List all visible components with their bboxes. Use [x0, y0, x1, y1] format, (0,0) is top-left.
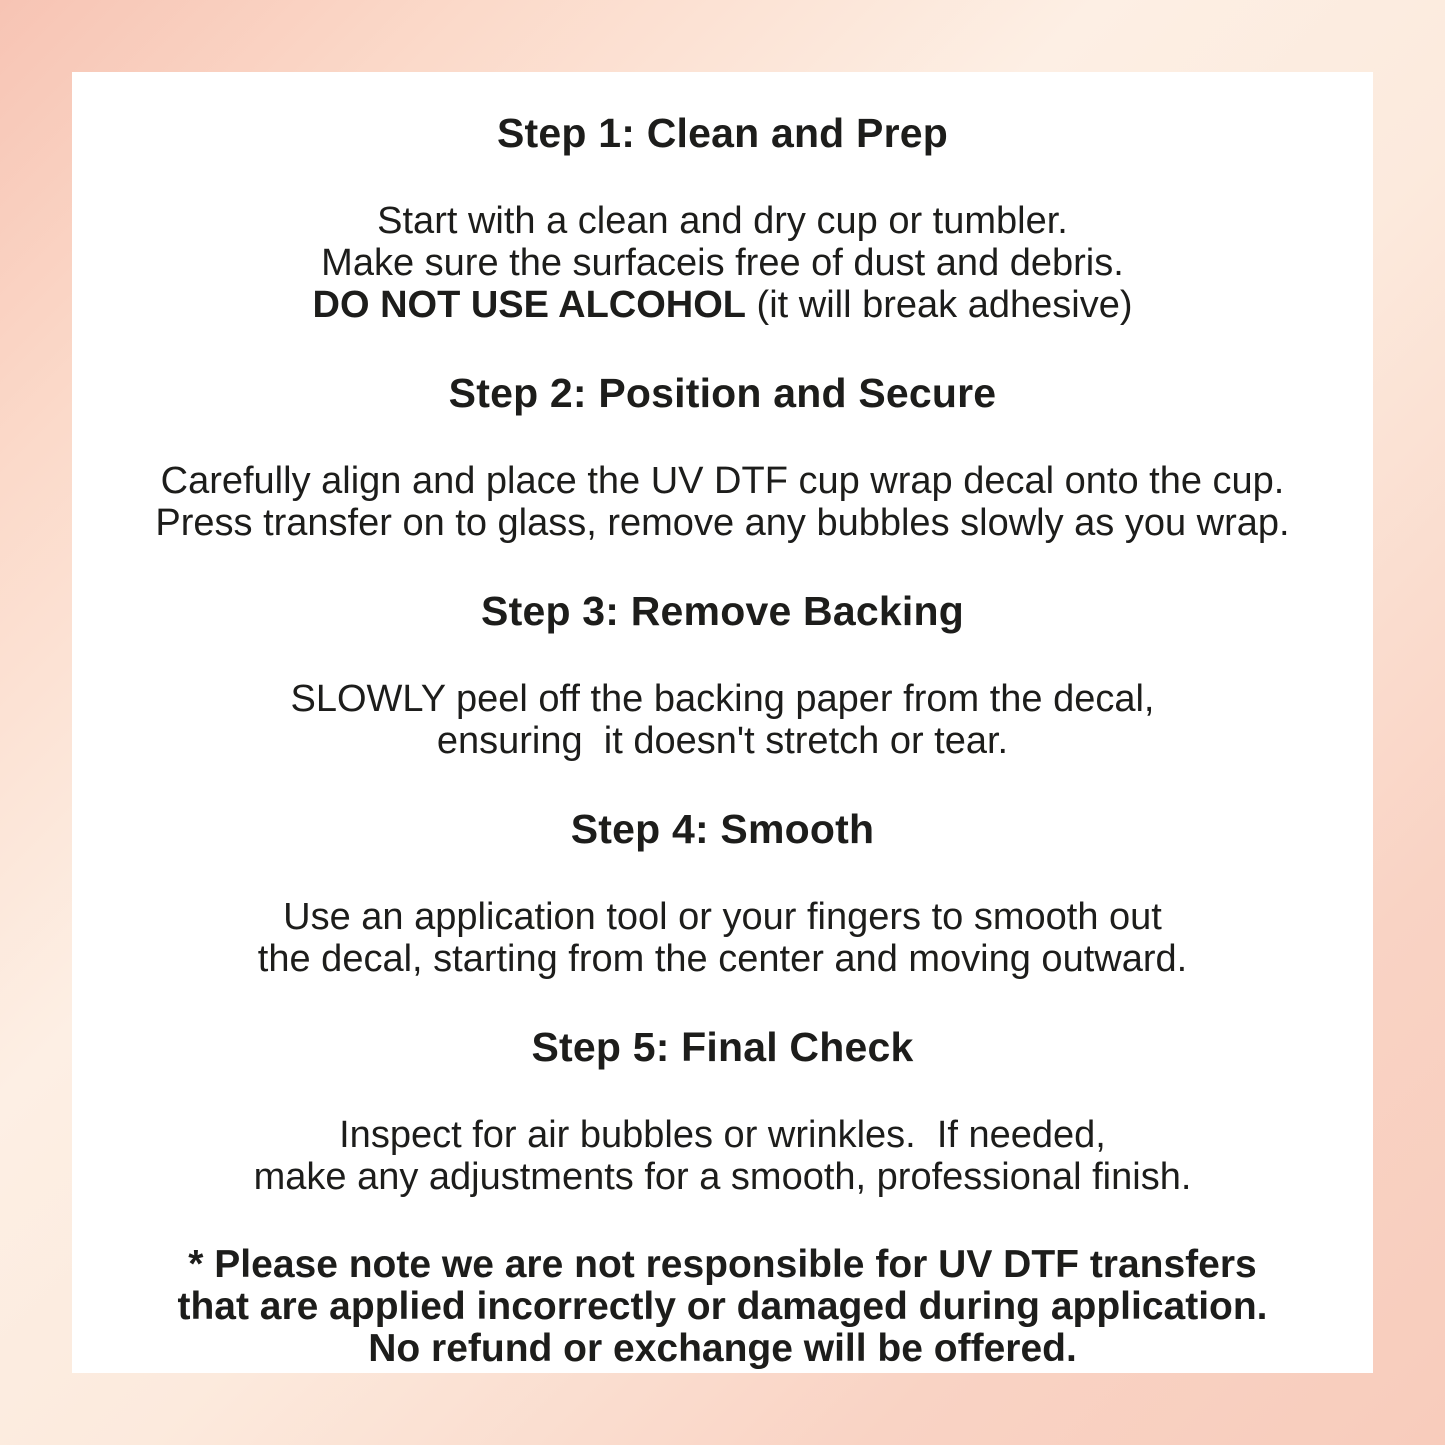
step-1-section	[80, 112, 1365, 326]
alcohol-warning-bold-text: DO NOT USE ALCOHOL	[312, 284, 746, 326]
step-3-line-2: ensuring it doesn't stretch or tear.	[436, 720, 1009, 762]
step-4-line-2: the decal, starting from the center and moving outward.	[257, 938, 1188, 980]
step-2-line-1: Carefully align and place the UV DTF cup wrap decal onto the cup.	[160, 460, 1285, 502]
step-3-section	[80, 590, 1365, 762]
step-3-title: Step 3: Remove Backing	[481, 588, 964, 634]
step-2-line-2: Press transfer on to glass, remove any bubbles slowly as you wrap.	[155, 502, 1290, 544]
step-1-title: Step 1: Clean and Prep	[497, 110, 948, 156]
disclaimer-line-3: No refund or exchange will be offered.	[368, 1327, 1077, 1370]
disclaimer	[80, 1244, 1365, 1370]
step-5-line-2: make any adjustments for a smooth, professional finish.	[253, 1156, 1192, 1198]
instruction-card	[72, 72, 1373, 1373]
step-1-line-3	[80, 284, 1365, 326]
step-2-title: Step 2: Position and Secure	[448, 370, 997, 416]
disclaimer-line-2: that are applied incorrectly or damaged during application.	[177, 1285, 1268, 1328]
step-5-line-1: Inspect for air bubbles or wrinkles. If needed,	[339, 1114, 1106, 1156]
step-3-body	[80, 678, 1365, 762]
step-1-body	[80, 200, 1365, 326]
step-3-line-1: SLOWLY peel off the backing paper from the decal,	[290, 678, 1155, 720]
disclaimer-line-1: * Please note we are not responsible for UV DTF transfers	[188, 1243, 1257, 1286]
step-5-title: Step 5: Final Check	[531, 1024, 914, 1070]
step-2-section	[80, 372, 1365, 544]
step-4-body	[80, 896, 1365, 980]
step-1-line-2: Make sure the surfaceis free of dust and debris.	[321, 242, 1124, 284]
step-4-section	[80, 808, 1365, 980]
step-5-section	[80, 1026, 1365, 1198]
step-5-body	[80, 1114, 1365, 1198]
alcohol-warning-rest-text: (it will break adhesive)	[746, 284, 1133, 326]
step-4-title: Step 4: Smooth	[570, 806, 875, 852]
step-1-line-1: Start with a clean and dry cup or tumbler.	[377, 200, 1068, 242]
step-2-body	[80, 460, 1365, 544]
step-4-line-1: Use an application tool or your fingers to smooth out	[283, 896, 1162, 938]
